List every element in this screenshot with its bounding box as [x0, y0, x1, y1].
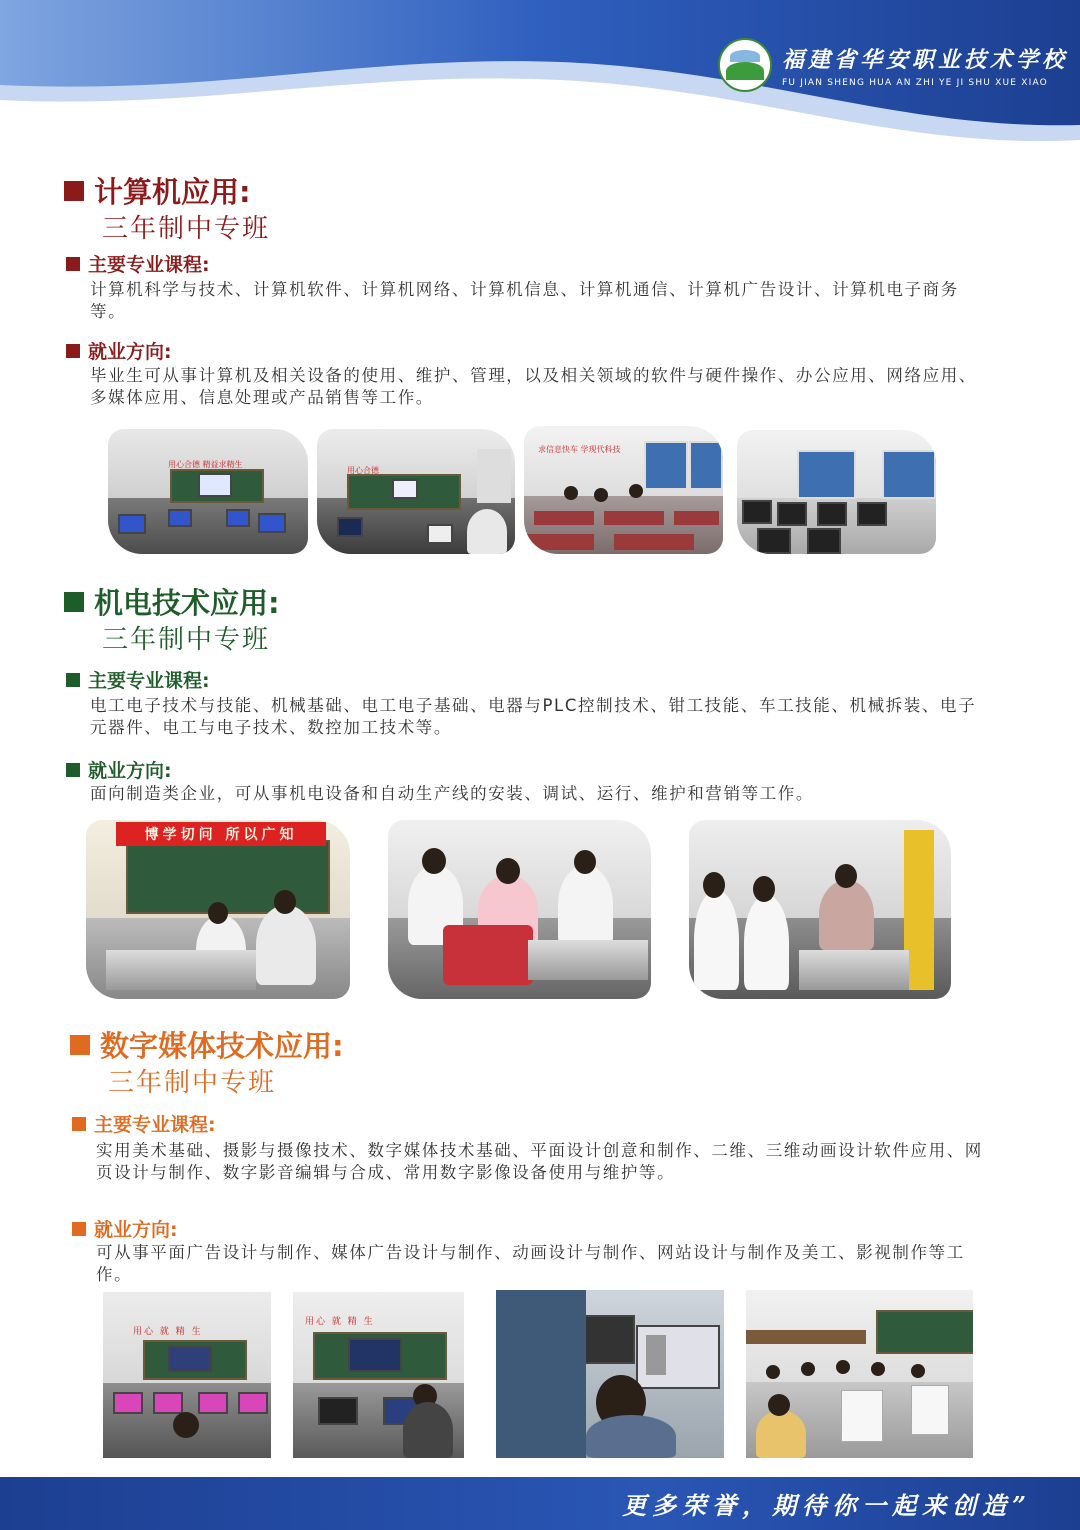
square-bullet-icon [64, 181, 84, 201]
school-logo-block [718, 38, 1068, 92]
square-bullet-icon [72, 1222, 86, 1236]
square-bullet-icon [66, 763, 80, 777]
workshop-photo [689, 820, 951, 999]
classroom-slogan-banner: 博 学 切 问 所 以 广 知 [116, 822, 326, 846]
courses-heading: 主要专业课程: [66, 666, 210, 693]
section-title [64, 581, 280, 622]
career-text: 毕业生可从事计算机及相关设备的使用、维护、管理，以及相关领域的软件与硬件操作、办公应用、网络应用、多媒体应用、信息处理或产品销售等工作。 [90, 366, 977, 407]
courses-text: 实用美术基础、摄影与摄像技术、数字媒体技术基础、平面设计创意和制作、二维、三维动画设计软件应用、网页设计与制作、数字影音编辑与合成、常用数字影像设备使用与维护等。 [96, 1141, 983, 1182]
workshop-photo [86, 820, 350, 999]
section-title-text: 计算机应用: [94, 175, 251, 209]
square-bullet-icon [66, 673, 80, 687]
section-subtitle: 三年制中专班 [102, 214, 271, 244]
classroom-photo: 用心合德 精益求精生 [108, 429, 308, 554]
square-bullet-icon [66, 344, 80, 358]
section-title [70, 1024, 344, 1065]
workshop-photo [388, 820, 651, 999]
footer-bar [0, 1477, 1080, 1530]
square-bullet-icon [64, 592, 84, 612]
career-heading: 就业方向: [66, 337, 172, 364]
classroom-photo: 用心合德 [317, 429, 515, 554]
section-subtitle: 三年制中专班 [108, 1068, 277, 1098]
school-name-en: FU JIAN SHENG HUA AN ZHI YE JI SHU XUE XIAO [782, 77, 1048, 88]
career-heading: 就业方向: [72, 1215, 178, 1242]
footer-slogan: 更多荣誉，期待你一起来创造” [622, 1491, 1032, 1520]
section-title [64, 170, 251, 211]
career-text: 可从事平面广告设计与制作、媒体广告设计与制作、动画设计与制作、网站设计与制作及美工、影视制作等工作。 [96, 1243, 965, 1284]
media-lab-photo: 用心 就 精 生 [293, 1292, 464, 1458]
square-bullet-icon [72, 1117, 86, 1131]
media-lab-photo: 用心 就 精 生 [103, 1292, 271, 1458]
media-lab-photo [496, 1290, 724, 1458]
courses-text: 电工电子技术与技能、机械基础、电工电子基础、电器与PLC控制技术、钳工技能、车工技能、机械拆装、电子元器件、电工与电子技术、数控加工技术等。 [90, 696, 977, 737]
square-bullet-icon [66, 257, 80, 271]
courses-heading: 主要专业课程: [72, 1110, 216, 1137]
header-banner [0, 0, 1080, 150]
section-title-text: 数字媒体技术应用: [100, 1029, 344, 1063]
section-title-text: 机电技术应用: [94, 586, 280, 620]
square-bullet-icon [70, 1035, 90, 1055]
section-subtitle: 三年制中专班 [102, 625, 271, 655]
courses-text: 计算机科学与技术、计算机软件、计算机网络、计算机信息、计算机通信、计算机广告设计、计算机电子商务等。 [90, 280, 959, 321]
school-name-cn: 福建省华安职业技术学校 [782, 46, 1069, 73]
classroom-photo: 求信息快车 学现代科技 [524, 426, 723, 554]
career-text: 面向制造类企业，可从事机电设备和自动生产线的安装、调试、运行、维护和营销等工作。 [90, 784, 814, 803]
school-emblem-icon [718, 38, 772, 92]
art-class-photo [746, 1290, 973, 1458]
classroom-photo [737, 430, 936, 554]
career-heading: 就业方向: [66, 756, 172, 783]
courses-heading: 主要专业课程: [66, 250, 210, 277]
